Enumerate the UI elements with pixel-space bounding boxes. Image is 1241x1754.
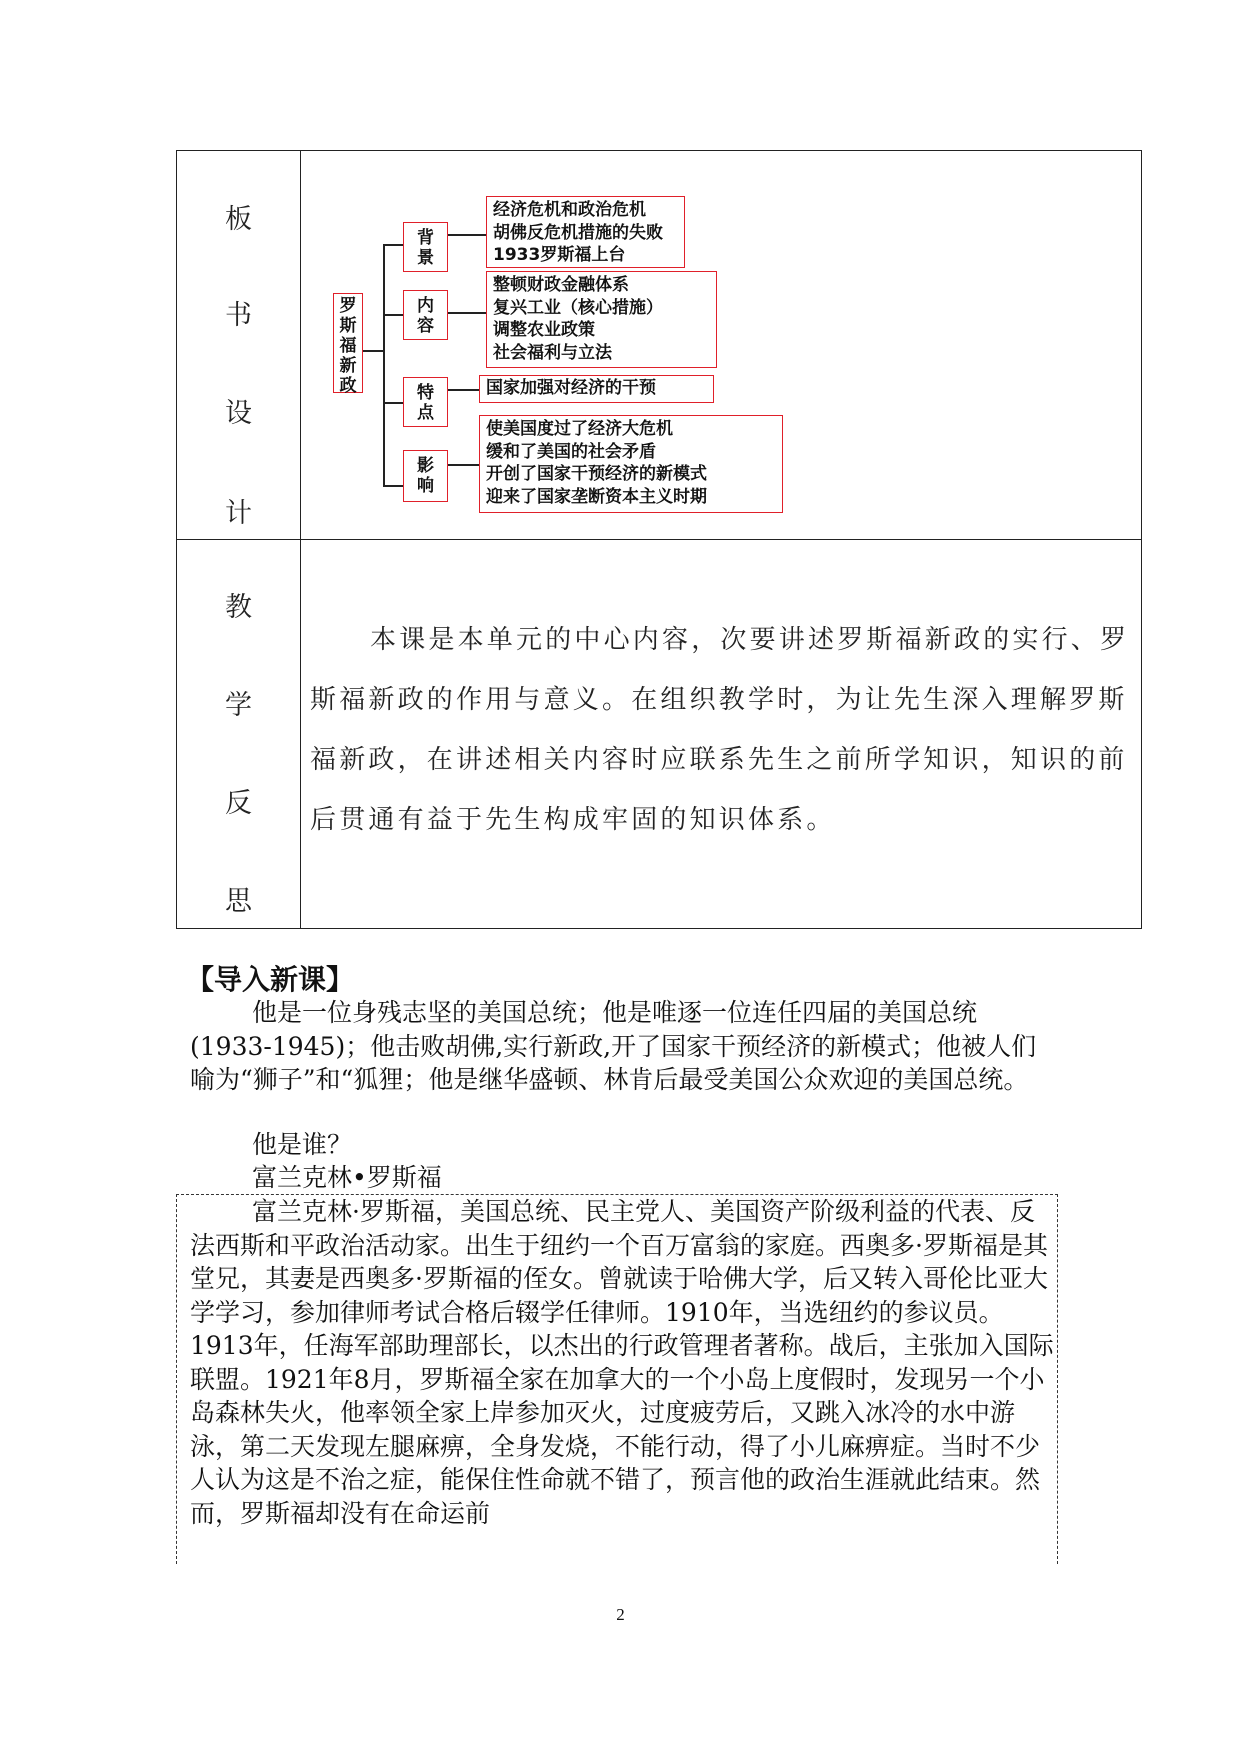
connector-line — [383, 314, 403, 316]
question-text: 他是谁？ — [252, 1130, 353, 1159]
diagram-root-box — [333, 293, 363, 396]
connector-line — [383, 485, 403, 487]
detail-item: 胡佛反危机措施的失败 — [493, 222, 663, 243]
branch-label-char: 内 — [417, 296, 434, 316]
branch-label-char: 点 — [417, 403, 434, 423]
reflection-text: 本课是本单元的中心内容，次要讲述罗斯福新政的实行、罗斯福新政的作用与意义。在组织教学时，为让先生深入理解罗斯福新政，在讲述相关内容时应联系先生之前所学知识，知识的前后贯通有益于先生构成牢固的知识体系。 — [310, 625, 1130, 835]
detail-item: 开创了国家干预经济的新模式 — [486, 464, 707, 484]
detail-item: 缓和了美国的社会矛盾 — [486, 441, 656, 462]
connector-line — [363, 350, 383, 352]
intro-paragraph: 他是一位身残志坚的美国总统；他是唯逐一位连任四届的美国总统(1933-1945)；他击败胡佛,实行新政,开了国家干预经济的新模式；他被人们喻为“狮子”和“狐狸；他是继华盛顿、林肯后最受美国公众欢迎的美国总统。 — [190, 998, 1037, 1094]
detail-box-content — [486, 271, 717, 368]
diagram-root-char: 新 — [339, 356, 357, 376]
row2-label-char: 教 — [225, 592, 252, 623]
detail-box-impact — [479, 415, 783, 513]
detail-box-feature — [479, 375, 714, 403]
branch-box-content — [403, 290, 448, 340]
branch-box-background — [403, 222, 448, 272]
connector-line — [383, 244, 403, 246]
branch-label-char: 特 — [417, 383, 434, 403]
detail-item: 1933罗斯福上台 — [493, 245, 626, 265]
row2-label-char: 学 — [225, 690, 252, 721]
row2-label-char: 思 — [225, 886, 252, 917]
diagram-root-char: 政 — [339, 376, 357, 396]
bio-paragraph: 富兰克林·罗斯福，美国总统、民主党人、美国资产阶级利益的代表、反法西斯和平政治活动家。出生于纽约一个百万富翁的家庭。西奥多·罗斯福是其堂兄，其妻是西奥多·罗斯福的侄女。曾就读于哈佛大学，后又转入哥伦比亚大学学习，参加律师考试合格后辍学任律师。1910年，当选纽约的参议员。1913年，任海军部助理部长，以杰出的行政管理者著称。战后，主张加入国际联盟。1921年8月，罗斯福全家在加拿大的一个小岛上度假时，发现另一个小岛森林失火，他率领全家上岸参加灭火，过度疲劳后，又跳入冰冷的水中游泳，第二天发现左腿麻痹，全身发烧，不能行动，得了小儿麻痹症。当时不少人认为这是不治之症，能保住性命就不错了，预言他的政治生涯就此结束。然而，罗斯福却没有在命运前 — [190, 1197, 1054, 1528]
row2-label-char: 反 — [225, 788, 252, 819]
detail-box-background — [486, 196, 685, 268]
detail-item: 复兴工业（核心措施） — [493, 297, 663, 318]
connector-line — [383, 402, 403, 404]
detail-item: 迎来了国家垄断资本主义时期 — [486, 486, 707, 507]
branch-label-char: 响 — [417, 476, 434, 496]
connector-line — [448, 312, 486, 314]
table-row-divider — [177, 539, 1141, 540]
connector-line — [383, 244, 385, 485]
diagram-root-char: 福 — [339, 336, 357, 356]
row1-label-char: 计 — [225, 498, 252, 529]
teaching-reflection — [310, 610, 1130, 850]
connector-line — [448, 234, 486, 236]
detail-item: 整顿财政金融体系 — [493, 275, 629, 295]
detail-item: 经济危机和政治危机 — [493, 200, 646, 220]
branch-label-char: 容 — [417, 316, 434, 336]
connector-line — [448, 389, 479, 391]
connector-line — [448, 464, 479, 466]
row1-label-char: 书 — [225, 300, 252, 331]
detail-item: 国家加强对经济的干预 — [486, 378, 656, 398]
section-heading: 【导入新课】 — [186, 963, 355, 996]
answer-text: 富兰克林•罗斯福 — [252, 1163, 442, 1192]
branch-label-char: 景 — [417, 248, 434, 268]
diagram-root-char: 斯 — [339, 316, 357, 336]
branch-label-char: 影 — [417, 456, 434, 476]
row1-label-char: 板 — [225, 204, 252, 235]
detail-item: 使美国度过了经济大危机 — [486, 419, 673, 439]
branch-label-char: 背 — [417, 228, 434, 248]
diagram-root-char: 罗 — [339, 296, 357, 316]
detail-item: 社会福利与立法 — [493, 342, 612, 363]
branch-box-feature — [403, 377, 448, 427]
page-number: 2 — [616, 1605, 625, 1624]
row1-label-char: 设 — [225, 398, 252, 429]
detail-item: 调整农业政策 — [493, 320, 595, 340]
branch-box-impact — [403, 450, 448, 502]
